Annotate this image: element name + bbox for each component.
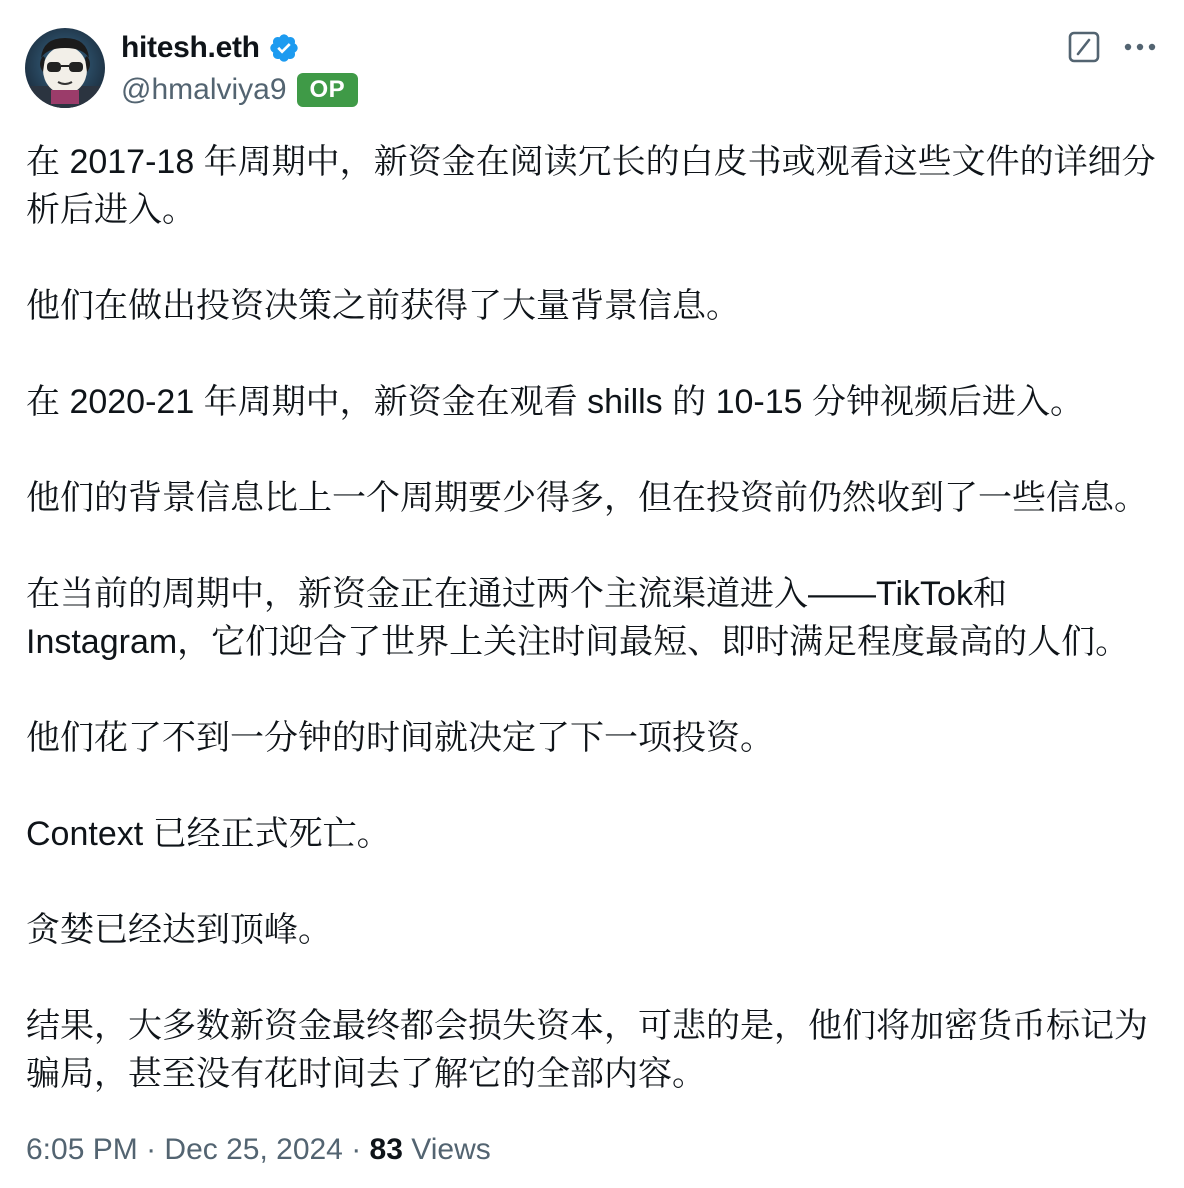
avatar[interactable] bbox=[25, 28, 105, 108]
tweet-paragraph: 他们在做出投资决策之前获得了大量背景信息。 bbox=[26, 287, 740, 325]
meta-separator: · bbox=[137, 1133, 165, 1166]
tweet-date[interactable]: Dec 25, 2024 bbox=[164, 1133, 343, 1166]
tweet-paragraph: 在当前的周期中，新资金正在通过两个主流渠道进入——TikTok和 Instagram，它们迎合了世界上关注时间最短、即时满足程度最高的人们。 bbox=[26, 575, 1130, 661]
verified-badge-icon[interactable] bbox=[268, 32, 300, 64]
views-count: 83 bbox=[369, 1133, 403, 1166]
tweet-paragraph: 贪婪已经达到顶峰。 bbox=[26, 911, 332, 949]
views-label: Views bbox=[411, 1133, 491, 1166]
avatar-image bbox=[25, 28, 105, 108]
author-name-row bbox=[121, 28, 300, 68]
tweet-paragraph: 他们花了不到一分钟的时间就决定了下一项投资。 bbox=[26, 719, 774, 757]
author-display-name[interactable]: hitesh.eth bbox=[121, 31, 260, 64]
more-icon[interactable] bbox=[1120, 31, 1160, 63]
tweet-paragraph: 他们的背景信息比上一个周期要少得多，但在投资前仍然收到了一些信息。 bbox=[26, 479, 1148, 517]
tweet-paragraph: 结果，大多数新资金最终都会损失资本，可悲的是，他们将加密货币标记为 骗局，甚至没有花时间去了解它的全部内容。 bbox=[26, 1007, 1148, 1093]
author-handle-row bbox=[121, 70, 358, 110]
tweet-time[interactable]: 6:05 PM bbox=[26, 1133, 138, 1166]
meta-separator: · bbox=[342, 1133, 370, 1166]
author-handle[interactable]: @hmalviya9 bbox=[121, 73, 287, 106]
tweet-paragraph: 在 2017-18 年周期中，新资金在阅读冗长的白皮书或观看这些文件的详细分 析后进入。 bbox=[26, 143, 1156, 229]
grok-icon[interactable] bbox=[1068, 31, 1100, 63]
op-badge: OP bbox=[297, 73, 359, 107]
tweet-meta bbox=[26, 1128, 491, 1172]
tweet-paragraph: Context 已经正式死亡。 bbox=[26, 815, 391, 853]
tweet-text bbox=[26, 138, 1166, 1098]
tweet-paragraph: 在 2020-21 年周期中，新资金在观看 shills 的 10-15 分钟视频后进入。 bbox=[26, 383, 1084, 421]
